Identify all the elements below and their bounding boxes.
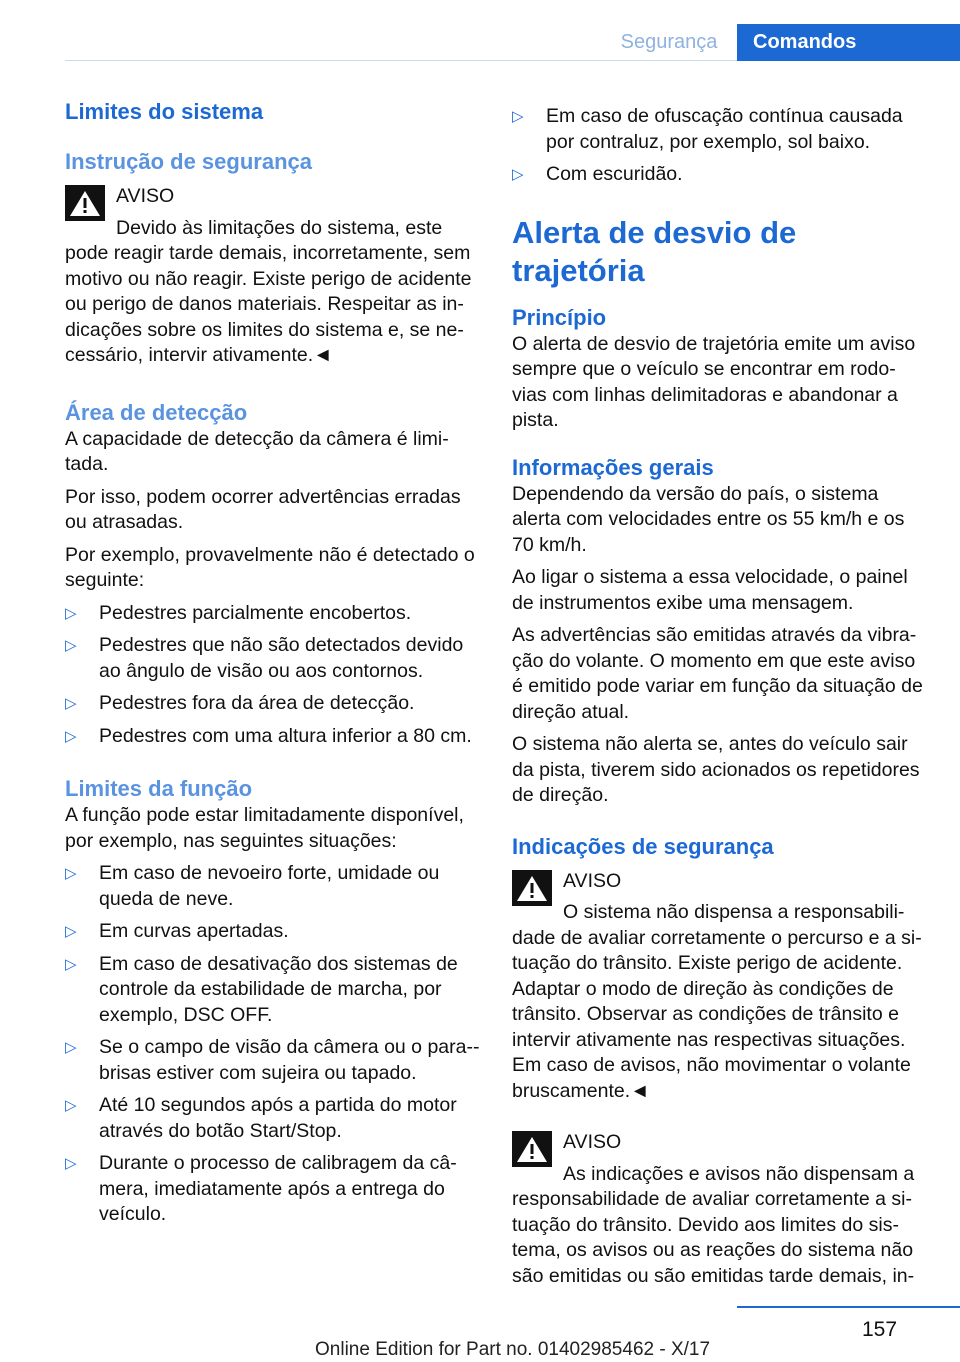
heading-system-limits: Limites do sistema	[65, 99, 264, 124]
list-item-text: Em caso de desativação dos sistemas de controle da estabilidade de marcha, por exemplo, DSC OFF.	[99, 952, 458, 1026]
heading-safety-notes: Indicações de segurança	[512, 833, 774, 859]
list-function	[65, 861, 480, 1228]
list-item	[65, 952, 480, 1029]
warning-icon	[512, 1131, 552, 1167]
list-item-text: Pedestres fora da área de detecção.	[99, 692, 415, 714]
heading-general-info: Informações gerais	[512, 454, 714, 480]
warning-icon	[512, 870, 552, 906]
list-item-text: Pedestres que não são detectados devido ao ângulo de visão ou aos contornos.	[99, 634, 464, 682]
triangle-bullet-icon: ▷	[65, 923, 77, 940]
list-item	[65, 1035, 480, 1086]
warning-label: AVISO	[116, 185, 175, 207]
triangle-bullet-icon: ▷	[65, 955, 77, 973]
paragraph: A função pode estar limitadamente disponível, por exemplo, nas seguintes situações:	[65, 804, 464, 852]
heading-principle: Princípio	[512, 304, 607, 330]
paragraph: Por exemplo, provavelmente não é detectado o seguinte:	[65, 543, 475, 591]
left-column	[65, 98, 480, 1228]
triangle-bullet-icon: ▷	[512, 166, 524, 183]
triangle-bullet-icon: ▷	[65, 1155, 77, 1172]
triangle-bullet-icon: ▷	[65, 695, 77, 712]
list-item-text: Se o campo de visão da câmera ou o para--brisas estiver com sujeira ou tapado.	[99, 1036, 480, 1084]
heading-safety-instruction: Instrução de segurança	[65, 149, 312, 174]
list-function-continued	[512, 104, 930, 188]
list-detection	[65, 601, 480, 750]
list-item-text: Em curvas apertadas.	[99, 920, 289, 942]
heading-detection-area: Área de detecção	[65, 399, 248, 425]
heading-lane-departure-warning: Alerta de desvio de trajetória	[512, 214, 797, 288]
footer-edition: Online Edition for Part no. 01402985462 - X/17	[315, 1339, 711, 1360]
warning-text-first: O sistema não dispensa a responsabili-	[563, 901, 905, 923]
list-item	[65, 861, 480, 912]
paragraph: O alerta de desvio de trajetória emite um aviso sempre que o veículo se encontrar em rodo-vias com linhas delimitadoras e abandonar a pista.	[512, 332, 916, 431]
list-item	[65, 724, 480, 750]
warning-label: AVISO	[563, 869, 622, 892]
paragraph: A capacidade de detecção da câmera é limi-tada.	[65, 427, 449, 475]
warning-block	[512, 869, 930, 1105]
list-item-text: Até 10 segundos após a partida do motor através do botão Start/Stop.	[99, 1094, 457, 1142]
warning-block	[65, 184, 480, 369]
tab-segurança[interactable]: Segurança	[620, 31, 718, 53]
list-item	[65, 633, 480, 684]
list-item-text: Pedestres com uma altura inferior a 80 cm.	[99, 724, 472, 747]
list-item-text: Pedestres parcialmente encobertos.	[99, 601, 412, 624]
footer-divider	[737, 1306, 960, 1308]
right-column	[512, 104, 930, 1289]
warning-label: AVISO	[563, 1131, 622, 1153]
list-item-text: Durante o processo de calibragem da câ-mera, imediatamente após a entrega do veículo.	[99, 1152, 457, 1225]
paragraph: O sistema não alerta se, antes do veículo sair da pista, tiverem sido acionados os repetidores de direção.	[512, 733, 920, 806]
list-item-text: Em caso de nevoeiro forte, umidade ou queda de neve.	[99, 862, 440, 910]
triangle-bullet-icon: ▷	[65, 1039, 77, 1056]
warning-text-first: As indicações e avisos não dispensam a	[563, 1162, 915, 1185]
paragraph: Dependendo da versão do país, o sistema alerta com velocidades entre os 55 km/h e os 70 km/h.	[512, 482, 905, 556]
triangle-bullet-icon: ▷	[65, 727, 77, 745]
warning-text: dade de avaliar corretamente o percurso e a si-tuação do trânsito. Existe perigo de acidente. Adaptar o modo de direção às condições de trânsito. Observar as condições de trânsito e intervir ativamente nas respectivas situações. Em caso de avisos, não movimentar o volante bruscamente.◄	[512, 926, 922, 1102]
list-item-text: Em caso de ofuscação contínua causada por contraluz, por exemplo, sol baixo.	[546, 105, 903, 153]
warning-text: pode reagir tarde demais, incorretamente, sem motivo ou não reagir. Existe perigo de acidente ou perigo de danos materiais. Respeitar as in-dicações sobre os limites do sistema e, se ne-cessário, intervir ativamente.◄	[65, 242, 472, 366]
list-item-text: Com escuridão.	[546, 163, 683, 185]
warning-icon	[65, 185, 105, 221]
list-item	[65, 1093, 480, 1144]
paragraph: As advertências são emitidas através da vibra-ção do volante. O momento em que este aviso é emitido pode variar em função da situação de direção atual.	[512, 624, 923, 723]
triangle-bullet-icon: ▷	[65, 865, 77, 882]
paragraph: Por isso, podem ocorrer advertências erradas ou atrasadas.	[65, 485, 461, 533]
triangle-bullet-icon: ▷	[65, 637, 77, 654]
list-item	[65, 691, 480, 717]
list-item	[512, 162, 930, 188]
warning-block	[512, 1130, 930, 1289]
page-number: 157	[862, 1318, 898, 1341]
triangle-bullet-icon: ▷	[65, 604, 77, 622]
triangle-bullet-icon: ▷	[512, 108, 524, 125]
list-item	[65, 1151, 480, 1228]
warning-text: responsabilidade de avaliar corretamente a si-tuação do trânsito. Devido aos limites do sis-tema, os avisos ou as reações do sistema não são emitidas ou são emitidas tarde demais, in-	[512, 1188, 915, 1287]
triangle-bullet-icon: ▷	[65, 1097, 77, 1114]
warning-text-first: Devido às limitações do sistema, este	[116, 216, 443, 239]
paragraph: Ao ligar o sistema a essa velocidade, o painel de instrumentos exibe uma mensagem.	[512, 566, 908, 614]
tab-comandos[interactable]: Comandos	[737, 24, 960, 61]
heading-function-limits: Limites da função	[65, 776, 253, 801]
list-item	[65, 919, 480, 945]
list-item	[65, 601, 480, 627]
list-item	[512, 104, 930, 155]
